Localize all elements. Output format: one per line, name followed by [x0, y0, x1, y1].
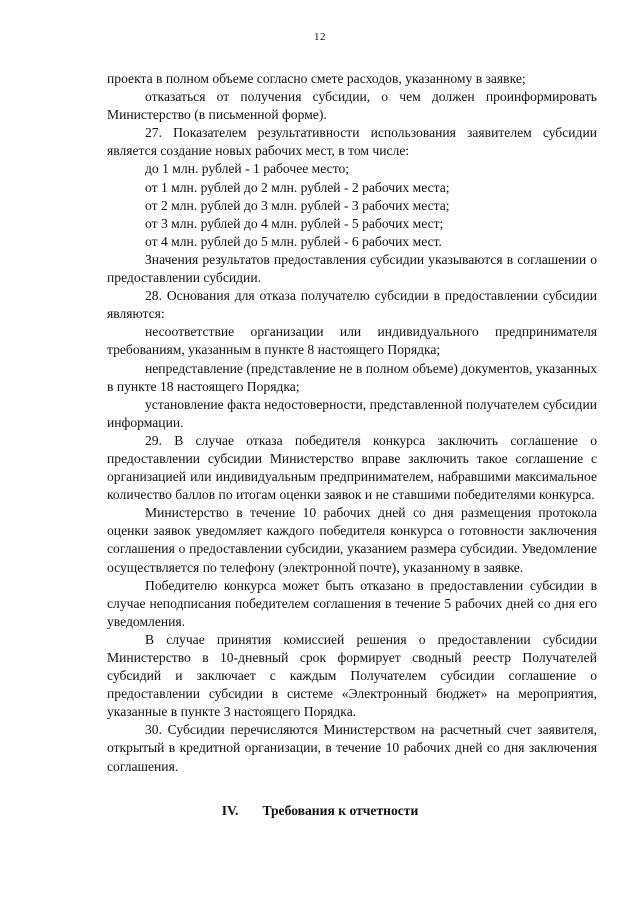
paragraph: проекта в полном объеме согласно смете расходов, указанному в заявке; [107, 71, 526, 86]
paragraph: несоответствие организации или индивидуального предпринимателя требованиям, указанным в пункте 8 настоящего Порядка; [107, 324, 597, 358]
paragraph: от 2 млн. рублей до 3 млн. рублей - 3 рабочих места; [145, 197, 450, 213]
section-number: IV. [221, 803, 239, 818]
paragraph: 27. Показателем результативности использования заявителем субсидии является создание новых рабочих мест, в том числе: [107, 125, 597, 159]
paragraph: Победителю конкурса может быть отказано в предоставлении субсидии в случае неподписания победителем соглашения в течение 5 рабочих дней со дня его уведомления. [107, 577, 597, 629]
paragraph: до 1 млн. рублей - 1 рабочее место; [145, 161, 350, 177]
paragraph: отказаться от получения субсидии, о чем должен проинформировать Министерство (в письменной форме). [107, 89, 597, 123]
paragraph: Значения результатов предоставления субсидии указываются в соглашении о предоставлении субсидии. [107, 251, 597, 286]
paragraph: от 3 млн. рублей до 4 млн. рублей - 5 рабочих мест; [145, 215, 444, 231]
paragraph: В случае принятия комиссией решения о предоставлении субсидии Министерство в 10-дневный срок формирует сводный реестр Получателей субсидий и заключает с каждым Получателем субсидии соглашение о предоставлении субсидии в системе «Электронный бюджет» на мероприятия, указанные в пункте 3 настоящего Порядка. [107, 631, 597, 720]
body-text [107, 70, 597, 776]
section-title: Требования к отчетности [262, 803, 419, 818]
section-heading [0, 803, 640, 819]
paragraph: от 1 млн. рублей до 2 млн. рублей - 2 рабочих места; [145, 179, 450, 195]
paragraph: 30. Субсидии перечисляются Министерством на расчетный счет заявителя, открытый в кредитной организации, в течение 10 рабочих дней со дня заключения соглашения. [107, 722, 597, 774]
paragraph: от 4 млн. рублей до 5 млн. рублей - 6 рабочих мест. [145, 233, 442, 249]
paragraph: Министерство в течение 10 рабочих дней со дня размещения протокола оценки заявок уведомляет каждого победителя конкурса о готовности заключения соглашения о предоставлении субсидии, указанием размера субсидии. Уведомление осуществляется по телефону (электронной почте), указанному в заявке. [107, 505, 597, 575]
page-number: 12 [314, 31, 326, 43]
paragraph: непредставление (представление не в полном объеме) документов, указанных в пункте 18 настоящего Порядка; [107, 360, 597, 394]
paragraph: установление факта недостоверности, представленной получателем субсидии информации. [107, 396, 597, 430]
paragraph: 28. Основания для отказа получателю субсидии в предоставлении субсидии являются: [107, 288, 597, 322]
paragraph: 29. В случае отказа победителя конкурса заключить соглашение о предоставлении субсидии Министерство вправе заключить такое соглашение с организацией или индивидуальным предпринимателем, набравшими максимальное количество баллов по итогам оценки заявок и не ставшими победителями конкурса. [107, 432, 597, 503]
